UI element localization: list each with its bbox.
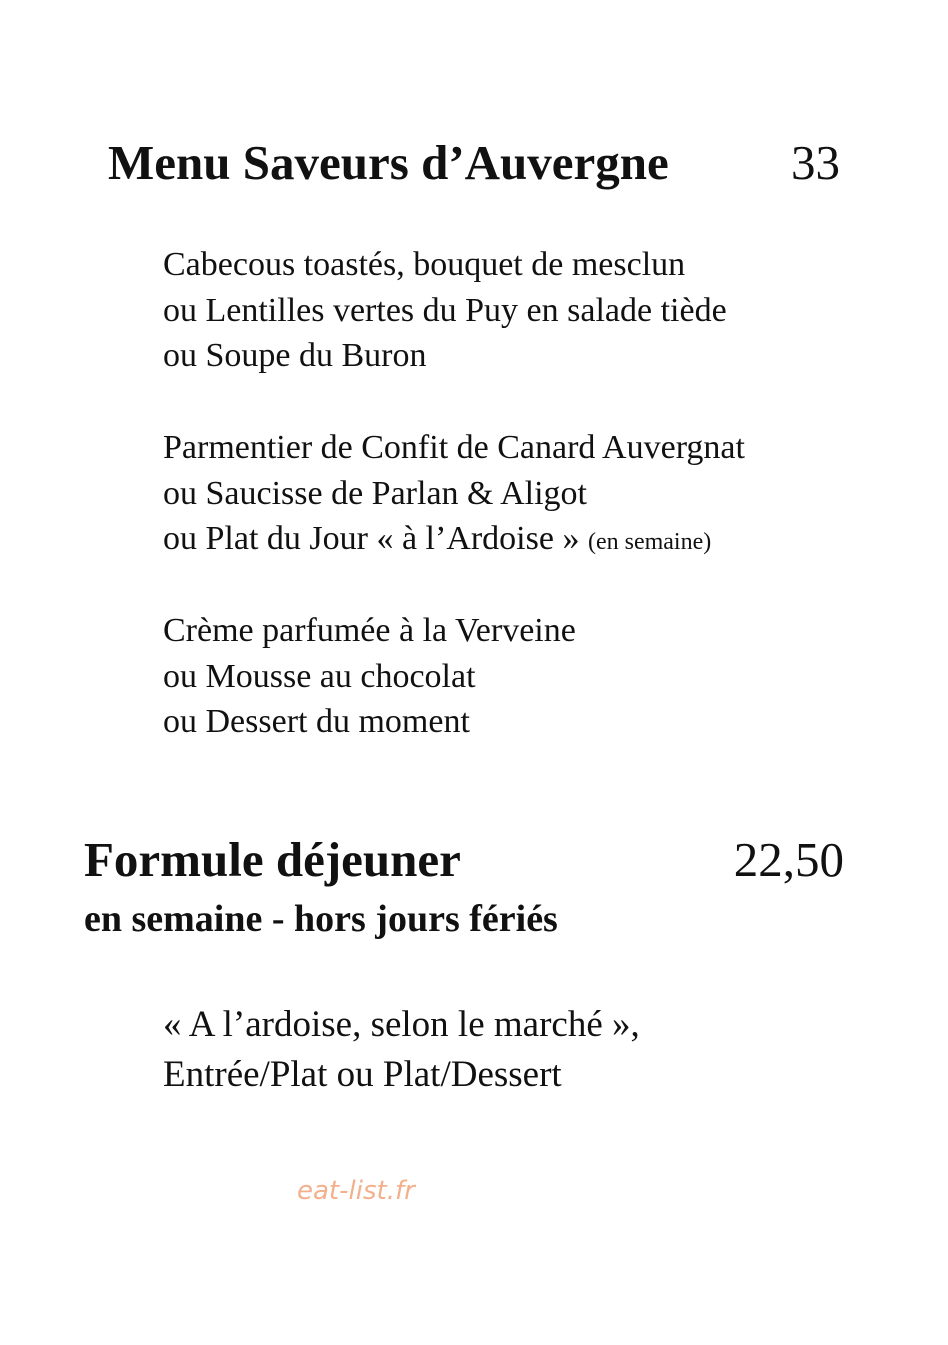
course-line: ou Lentilles vertes du Puy en salade tiède [163, 291, 727, 329]
course-line-text: ou Plat du Jour « à l’Ardoise » [163, 520, 580, 557]
formule-subtitle: en semaine - hors jours fériés [84, 898, 558, 940]
menu-header [108, 128, 848, 198]
course-line: Parmentier de Confit de Canard Auvergnat [163, 429, 745, 466]
course-line: ou Soupe du Buron [163, 337, 427, 374]
weekday-note: (en semaine) [587, 529, 712, 555]
formule-description-line: Entrée/Plat ou Plat/Dessert [163, 1054, 562, 1095]
formule-description-line: « A l’ardoise, selon le marché », [163, 1004, 640, 1045]
formule-header [84, 828, 848, 892]
course-desserts [163, 608, 883, 745]
course-mains [163, 425, 883, 566]
course-line: ou Dessert du moment [163, 703, 470, 740]
course-line: Cabecous toastés, bouquet de mesclun [163, 246, 686, 283]
course-line [163, 516, 883, 566]
menu-price: 33 [791, 135, 840, 190]
formule-price: 22,50 [733, 832, 844, 887]
course-line: ou Mousse au chocolat [163, 657, 476, 695]
course-line: Crème parfumée à la Verveine [163, 612, 576, 649]
menu-title: Menu Saveurs d’Auvergne [108, 135, 669, 190]
watermark-text: eat-list.fr [297, 1176, 415, 1206]
course-starters [163, 242, 883, 379]
course-line: ou Saucisse de Parlan & Aligot [163, 474, 588, 512]
formule-description [163, 1000, 640, 1100]
formule-title: Formule déjeuner [84, 832, 461, 887]
